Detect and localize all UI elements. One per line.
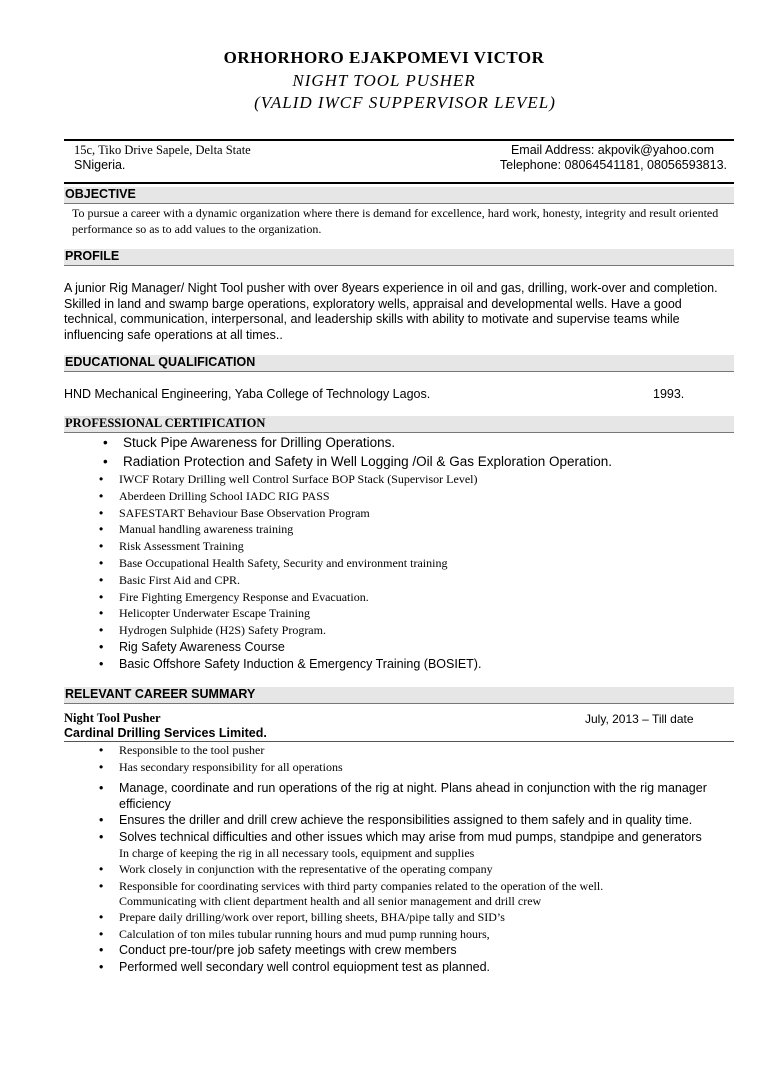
career-section-header [64,687,734,704]
list-item: • Performed well secondary well control equiopment test as planned. [99,959,490,976]
header-divider [64,139,734,141]
list-item: • Conduct pre-tour/pre job safety meetings with crew members [99,942,490,959]
list-item: • Basic Offshore Safety Induction & Emergency Training (BOSIET). [99,656,481,673]
duty-continuation-2: Communicating with client department health and all senior management and drill crew [119,894,542,908]
education-section-header [64,355,734,372]
objective-heading: OBJECTIVE [65,187,136,201]
profile-heading: PROFILE [65,249,120,263]
list-item: • Rig Safety Awareness Course [99,639,481,656]
list-item: • Solves technical difficulties and other issues which may arise from mud pumps, standpipe and generators [99,830,739,846]
list-item: • Fire Fighting Emergency Response and Evacuation. [99,589,478,606]
duties-list-a [99,742,343,776]
job-subtitle: (VALID IWCF SUPPERVISOR LEVEL) [254,93,556,112]
list-item: • Calculation of ton miles tubular running hours and mud pump running hours, [99,926,505,943]
list-item: • Base Occupational Health Safety, Security and environment training [99,555,478,572]
career-dates: July, 2013 – Till date [585,712,694,726]
address-line-2: SNigeria. [74,158,126,172]
list-item: • IWCF Rotary Drilling well Control Surface BOP Stack (Supervisor Level) [99,471,478,488]
contact-divider [64,182,734,184]
duty-continuation-1: In charge of keeping the rig in all necessary tools, equipment and supplies [119,846,475,860]
candidate-name: ORHORHORO EJAKPOMEVI VICTOR [223,48,545,67]
duties-list-d [99,909,505,943]
profile-text: A junior Rig Manager/ Night Tool pusher with over 8years experience in oil and gas, drilling, work-over and completion. Skilled in land and swamp barge operations, exploratory wells, appraisal and developmental wells. Have a good technical, communication, interpersonal, and leadership skills with ability to motivate and supervise teams while influencing safe operations at all times.. [64,281,718,342]
list-item: • Basic First Aid and CPR. [99,572,478,589]
telephone: Telephone: 08064541181, 08056593813. [499,158,727,172]
list-item: • Work closely in conjunction with the representative of the operating company [99,861,603,878]
list-item: • Helicopter Underwater Escape Training [99,605,478,622]
career-job-title: Night Tool Pusher [64,711,161,725]
list-item: • Ensures the driller and drill crew achieve the responsibilities assigned to them safely and in quality time. [99,813,739,829]
list-item: • Responsible to the tool pusher [99,742,343,759]
objective-text: To pursue a career with a dynamic organization where there is demand for excellence, hard work, honesty, integrity and result oriented performance so as to add values to the organization. [72,206,719,236]
list-item: • Has secondary responsibility for all operations [99,759,343,776]
address-line-1: 15c, Tiko Drive Sapele, Delta State [74,143,251,157]
certification-list-secondary [99,471,478,639]
profile-section-header [64,249,734,266]
education-year: 1993. [653,387,685,401]
list-item: • Radiation Protection and Safety in Well Logging /Oil & Gas Exploration Operation. [103,452,612,471]
certification-heading: PROFESSIONAL CERTIFICATION [65,416,266,430]
list-item: • SAFESTART Behaviour Base Observation Program [99,505,478,522]
career-heading: RELEVANT CAREER SUMMARY [65,687,256,701]
list-item: • Responsible for coordinating services with third party companies related to the operation of the well. [99,878,603,895]
duties-list-c [99,861,603,895]
objective-section-header [64,187,734,204]
certification-section-header [64,416,734,433]
education-heading: EDUCATIONAL QUALIFICATION [65,355,256,369]
list-item: • Manage, coordinate and run operations of the rig at night. Plans ahead in conjunction with the rig manager efficiency [99,781,739,812]
education-entry: HND Mechanical Engineering, Yaba College of Technology Lagos. [64,387,431,401]
certification-list-primary [103,433,612,471]
certification-list-tertiary [99,639,481,673]
duties-list-e [99,942,490,976]
list-item: • Prepare daily drilling/work over report, billing sheets, BHA/pipe tally and SID’s [99,909,505,926]
duties-list-b [99,781,739,845]
list-item: • Aberdeen Drilling School IADC RIG PASS [99,488,478,505]
job-title: NIGHT TOOL PUSHER [292,71,476,90]
email-address: Email Address: akpovik@yahoo.com [510,143,714,157]
list-item: • Stuck Pipe Awareness for Drilling Operations. [103,433,612,452]
list-item: • Hydrogen Sulphide (H2S) Safety Program. [99,622,478,639]
list-item: • Risk Assessment Training [99,538,478,555]
list-item: • Manual handling awareness training [99,521,478,538]
career-company: Cardinal Drilling Services Limited. [64,726,267,740]
